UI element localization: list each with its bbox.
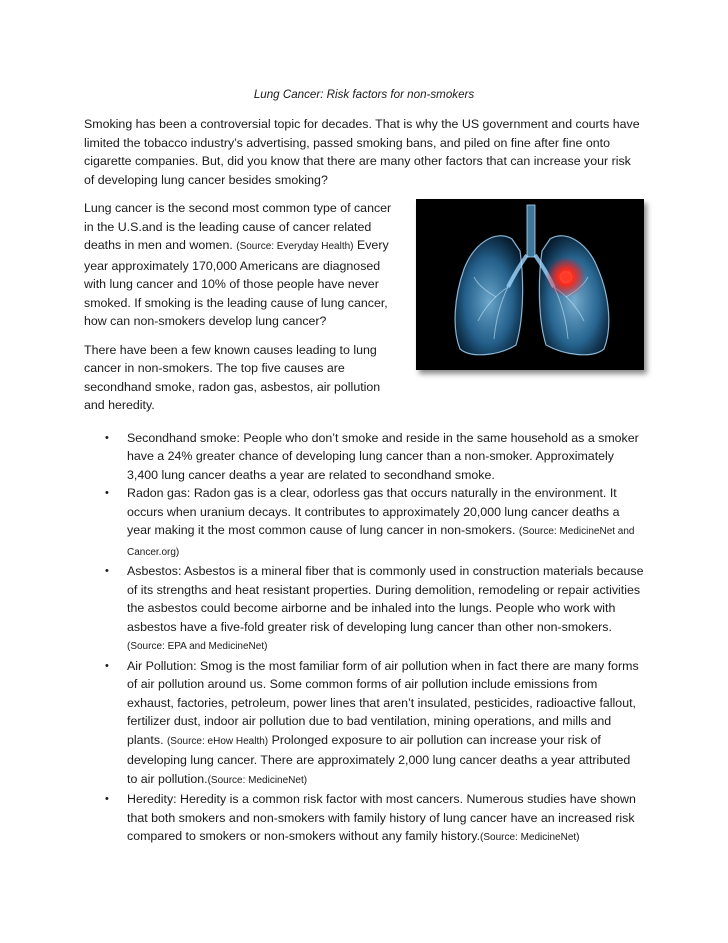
source-citation: (Source: eHow Health) xyxy=(166,735,269,747)
list-item-text: Secondhand smoke: People who don’t smoke and reside in the same household as a smoker have a 24% greater chance of developing lung cancer than a non-smoker. Approximately 3,400 lung cancer deaths a year are related to secondhand smoke. xyxy=(127,430,639,482)
list-item-radon-gas xyxy=(105,484,644,562)
bullet-icon: • xyxy=(105,659,109,672)
paragraph-incidence-text-b: Every year approximately 170,000 Americans are diagnosed with lung cancer and 10% of those people have never smoked. If smoking is the leading cause of lung cancer, how can non-smokers develop lung cancer? xyxy=(84,238,389,328)
list-item-secondhand-smoke xyxy=(105,429,644,485)
list-item-text: Heredity: Heredity is a common risk factor with most cancers. Numerous studies have shown that both smokers and non-smokers with family history of lung cancer have an increased risk compared to smokers or non-smokers without any family history. xyxy=(127,792,636,843)
lungs-xray-illustration-icon xyxy=(416,199,644,370)
source-citation: (Source: MedicineNet) xyxy=(207,774,308,786)
intro-paragraph: Smoking has been a controversial topic for decades. That is why the US government and courts have limited the tobacco industry’s advertising, passed smoking bans, and piled on fine after fine onto cigarette companies. But, did you know that there are many other factors that can increase your risk of developing lung cancer besides smoking? xyxy=(84,117,640,187)
source-citation: (Source: Everyday Health) xyxy=(236,241,354,252)
document-title: Lung Cancer: Risk factors for non-smokers xyxy=(253,88,475,101)
bullet-icon: • xyxy=(105,431,109,444)
source-citation: (Source: MedicineNet) xyxy=(480,832,580,843)
list-item-asbestos xyxy=(105,562,644,657)
lungs-illustration xyxy=(416,199,644,370)
paragraph-causes-intro: There have been a few known causes leading to lung cancer in non-smokers. The top five causes are secondhand smoke, radon gas, asbestos, air pollution and heredity. xyxy=(84,342,381,412)
bullet-icon: • xyxy=(105,793,109,805)
source-citation: (Source: MedicineNet and Cancer.org) xyxy=(127,526,635,558)
list-item-heredity xyxy=(105,790,644,848)
list-item-air-pollution xyxy=(105,657,644,791)
causes-list xyxy=(84,429,644,848)
list-item-text: Asbestos: Asbestos is a mineral fiber that is commonly used in construction materials because of its strengths and heat resistant properties. During demolition, remodeling or repair activities the asbestos could become airborne and be inhaled into the lungs. People who work with asbestos have a five-fold greater risk of developing lung cancer than other non-smokers. xyxy=(127,564,644,634)
bullet-icon: • xyxy=(105,487,109,499)
list-item-text: Radon gas: Radon gas is a clear, odorless gas that occurs naturally in the environment. It occurs when uranium decays. It contributes to approximately 20,000 lung cancer deaths a year making it the most common cause of lung cancer in non-smokers. xyxy=(127,486,620,537)
list-item-text: Air Pollution: Smog is the most familiar form of air pollution when in fact there are many forms of air pollution around us. Some common forms of air pollution include emissions from exhaust, factories, petroleum, power lines that aren’t insulated, pesticides, radioactive fallout, fertilizer dust, indoor air pollution due to bad ventilation, mining operations, and mills and plants. xyxy=(127,658,639,747)
paragraph-incidence-text-a: Lung cancer is the second most common type of cancer in the U.S.and is the leading cause of cancer related deaths in men and women. xyxy=(84,201,392,252)
bullet-icon: • xyxy=(105,565,109,577)
list-item-text-continued: Prolonged exposure to air pollution can increase your risk of developing lung cancer. There are approximately 2,000 lung cancer deaths a year attributed to air pollution. xyxy=(127,732,631,786)
source-citation: (Source: EPA and MedicineNet) xyxy=(127,641,268,652)
